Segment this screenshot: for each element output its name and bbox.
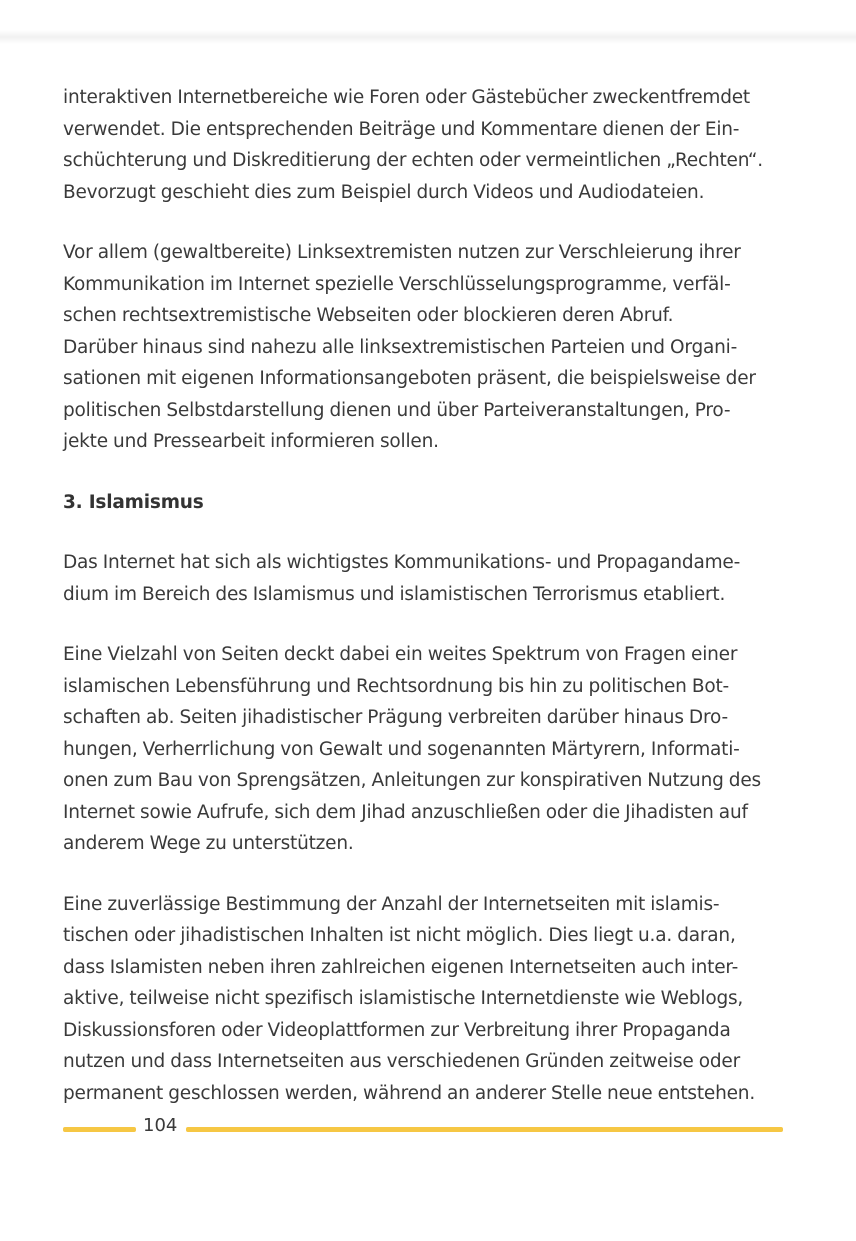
paragraph: [63, 82, 803, 208]
paragraph-gap: [63, 610, 803, 639]
text-line: schaften ab. Seiten jihadistischer Prägung verbreiten darüber hinaus Dro-: [63, 707, 728, 728]
text-line: anderem Wege zu unterstützen.: [63, 833, 354, 854]
text-line: onen zum Bau von Sprengsätzen, Anleitungen zur konspirativen Nutzung des: [63, 770, 761, 791]
text-line: sationen mit eigenen Informationsangeboten präsent, die beispielsweise der: [63, 368, 756, 389]
paragraph: [63, 547, 803, 610]
text-line: islamischen Lebensführung und Rechtsordnung bis hin zu politischen Bot-: [63, 675, 730, 697]
text-line: Eine Vielzahl von Seiten deckt dabei ein weites Spektrum von Fragen einer: [63, 644, 738, 665]
text-line: tischen oder jihadistischen Inhalten ist nicht möglich. Dies liegt u.a. daran,: [63, 925, 736, 946]
text-line: nutzen und dass Internetseiten aus verschiedenen Gründen zeitweise oder: [63, 1051, 740, 1072]
text-line: Diskussionsforen oder Videoplattformen zur Verbreitung ihrer Propaganda: [63, 1019, 731, 1041]
footer-accent-bar-left: [63, 1127, 136, 1132]
paragraph-gap: [63, 860, 803, 889]
text-line: hungen, Verherrlichung von Gewalt und sogenannten Märtyrern, Informati-: [63, 738, 740, 760]
text-line: aktive, teilweise nicht spezifisch islamistische Internetdienste wie Weblogs,: [63, 988, 744, 1009]
text-line: Kommunikation im Internet spezielle Verschlüsselungsprogramme, verfäl-: [63, 273, 731, 295]
text-line: dium im Bereich des Islamismus und islamistischen Terrorismus etabliert.: [63, 583, 726, 605]
section-heading: 3. Islamismus: [63, 491, 204, 513]
text-line: permanent geschlossen werden, während an anderer Stelle neue entstehen.: [63, 1082, 755, 1104]
text-line: Bevorzugt geschieht dies zum Beispiel durch Videos und Audiodateien.: [63, 181, 705, 203]
paragraph: [63, 889, 803, 1110]
page-body: [63, 82, 803, 1109]
paragraph-gap: [63, 518, 803, 547]
text-line: dass Islamisten neben ihren zahlreichen eigenen Internetseiten auch inter-: [63, 956, 739, 978]
text-line: Eine zuverlässige Bestimmung der Anzahl der Internetseiten mit islamis-: [63, 893, 720, 915]
page-number: 104: [143, 1115, 178, 1136]
paragraph: [63, 639, 803, 860]
text-line: schen rechtsextremistische Webseiten oder blockieren deren Abruf.: [63, 305, 674, 326]
text-line: politischen Selbstdarstellung dienen und über Parteiveranstaltungen, Pro-: [63, 399, 731, 421]
paragraph-gap: [63, 208, 803, 237]
text-line: interaktiven Internetbereiche wie Foren oder Gästebücher zweckentfremdet: [63, 87, 750, 108]
text-line: Das Internet hat sich als wichtigstes Kommunikations- und Propagandame-: [63, 552, 741, 573]
text-line: jekte und Pressearbeit informieren sollen.: [63, 431, 439, 452]
footer-accent-bar-right: [186, 1127, 783, 1132]
text-line: schüchterung und Diskreditierung der echten oder vermeintlichen „Rechten“.: [63, 150, 763, 171]
paragraph-gap: [63, 458, 803, 487]
page-footer: [63, 1112, 783, 1142]
paragraph: [63, 237, 803, 458]
text-line: Vor allem (gewaltbereite) Linksextremisten nutzen zur Verschleierung ihrer: [63, 242, 741, 263]
text-line: Internet sowie Aufrufe, sich dem Jihad anzuschließen oder die Jihadisten auf: [63, 801, 748, 823]
text-line: verwendet. Die entsprechenden Beiträge und Kommentare dienen der Ein-: [63, 118, 740, 140]
page-top-shadow: [0, 30, 856, 44]
text-line: Darüber hinaus sind nahezu alle linksextremistischen Parteien und Organi-: [63, 336, 738, 358]
